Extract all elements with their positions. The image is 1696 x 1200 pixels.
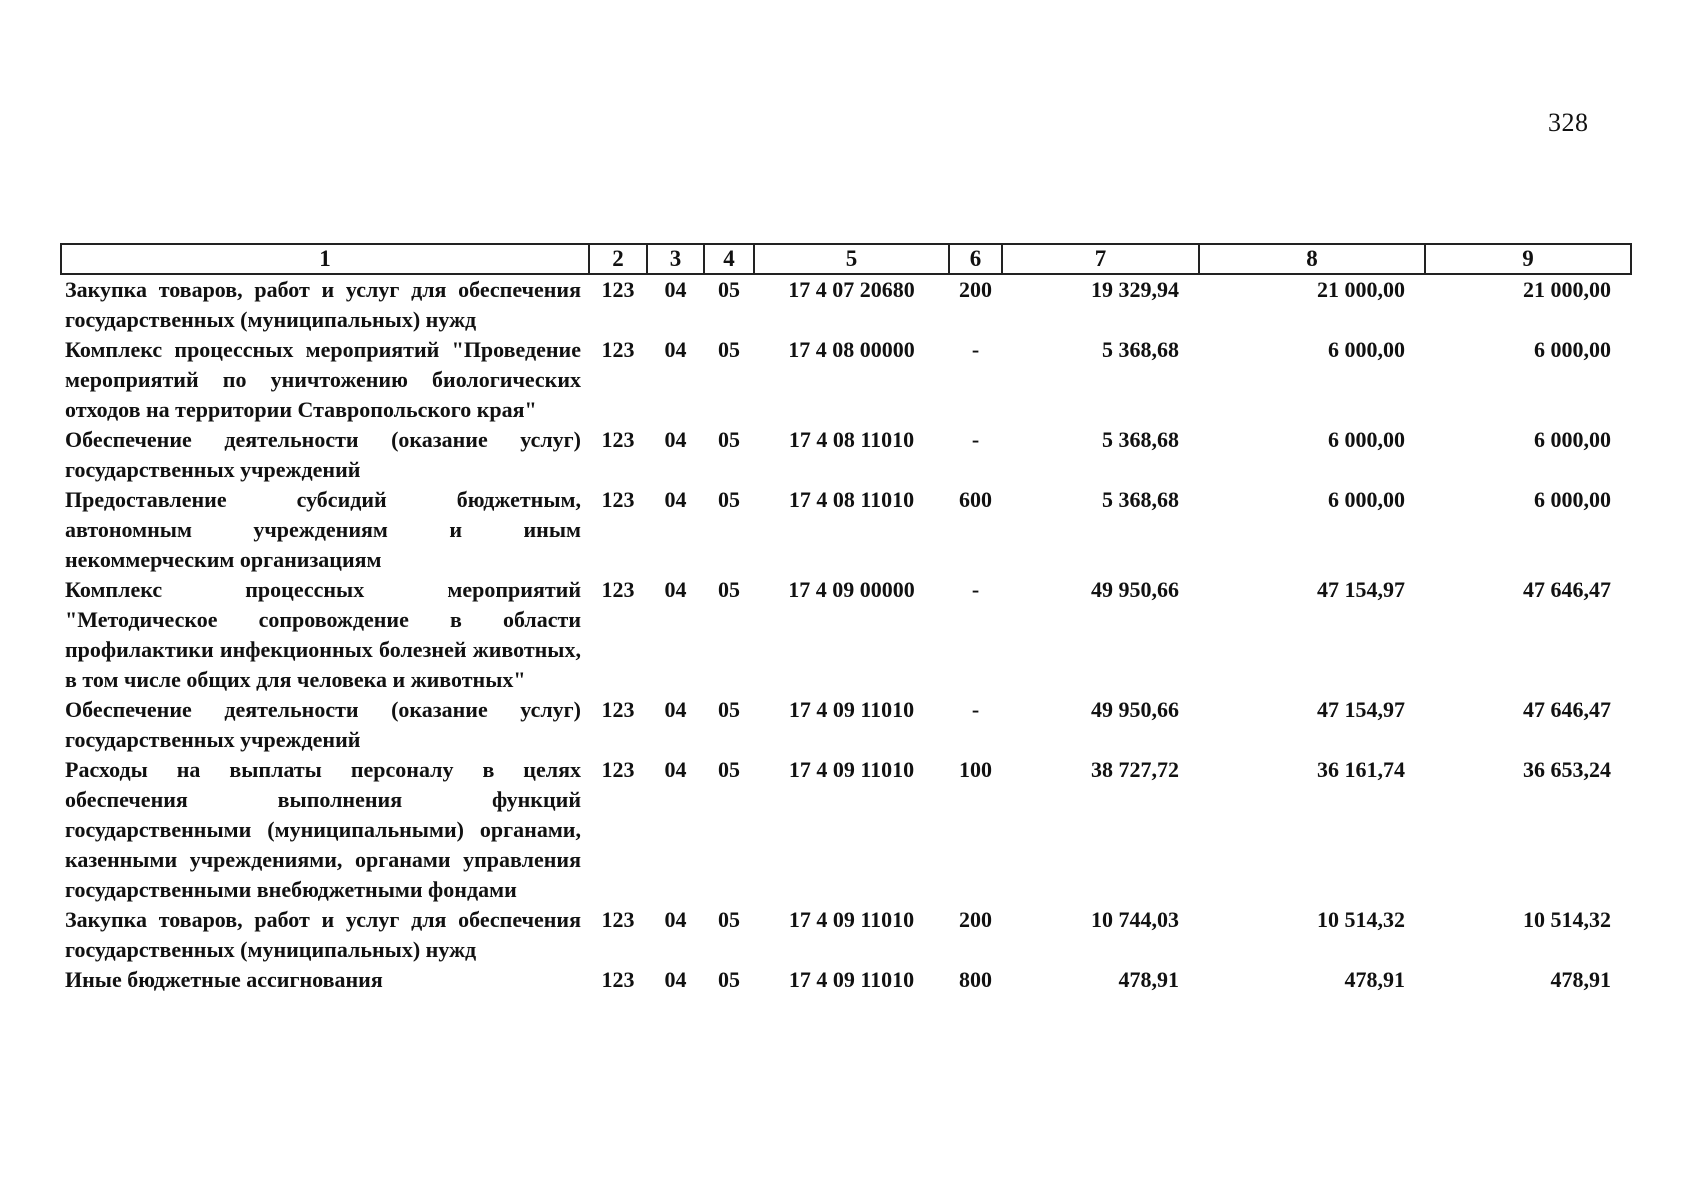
- row-value-cell: 5 368,68: [1102, 337, 1179, 362]
- row-subsection-cell: 05: [718, 757, 740, 782]
- row-subsection-cell: 05: [718, 907, 740, 932]
- row-section-cell: 04: [664, 337, 687, 362]
- row-type-cell: 100: [959, 757, 992, 782]
- row-name-cell: Обеспечение деятельности (оказание услуг) государственных учреждений: [65, 427, 581, 482]
- row-subsection-cell: 05: [718, 697, 740, 722]
- row-value-cell: 21 000,00: [1317, 277, 1405, 302]
- row-target-cell: 17 4 09 00000: [788, 577, 915, 602]
- column-header: 7: [1002, 244, 1199, 274]
- row-name-cell: Расходы на выплаты персоналу в целях обеспечения выполнения функций государственными (муниципальными) органами, казенными учреждениями, органами управления государственными внебюджетными фондами: [65, 757, 581, 902]
- row-type-cell: 600: [959, 487, 992, 512]
- row-value-cell: 10 514,32: [1317, 907, 1405, 932]
- row-target-cell: 17 4 08 11010: [788, 427, 915, 452]
- row-code-cell: 123: [601, 967, 635, 992]
- table-row: [61, 575, 1631, 695]
- row-name-cell: Закупка товаров, работ и услуг для обеспечения государственных (муниципальных) нужд: [65, 907, 581, 962]
- row-section-cell: 04: [664, 907, 687, 932]
- row-value-cell: 47 154,97: [1317, 577, 1405, 602]
- row-value-cell: 47 154,97: [1317, 697, 1405, 722]
- row-value-cell: 19 329,94: [1091, 277, 1179, 302]
- row-name-cell: Предоставление субсидий бюджетным, автономным учреждениям и иным некоммерческим организациям: [65, 487, 581, 572]
- header-row: [61, 244, 1631, 274]
- row-value-cell: 5 368,68: [1102, 487, 1179, 512]
- row-type-cell: -: [971, 697, 980, 722]
- row-section-cell: 04: [664, 697, 687, 722]
- column-header: 5: [754, 244, 949, 274]
- row-target-cell: 17 4 09 11010: [788, 907, 915, 932]
- row-subsection-cell: 05: [718, 967, 740, 992]
- column-header: 4: [704, 244, 754, 274]
- row-target-cell: 17 4 09 11010: [788, 967, 915, 992]
- budget-table: [60, 243, 1632, 995]
- row-value-cell: 47 646,47: [1523, 697, 1611, 722]
- row-subsection-cell: 05: [718, 487, 740, 512]
- column-header: 3: [647, 244, 704, 274]
- row-section-cell: 04: [664, 577, 687, 602]
- row-type-cell: 200: [959, 907, 992, 932]
- column-header: 9: [1425, 244, 1631, 274]
- row-code-cell: 123: [601, 487, 635, 512]
- row-value-cell: 6 000,00: [1328, 337, 1405, 362]
- row-target-cell: 17 4 08 11010: [788, 487, 915, 512]
- row-value-cell: 6 000,00: [1534, 337, 1611, 362]
- row-value-cell: 10 744,03: [1091, 907, 1179, 932]
- row-code-cell: 123: [601, 757, 635, 782]
- row-value-cell: 38 727,72: [1091, 757, 1179, 782]
- table-row: [61, 905, 1631, 965]
- row-value-cell: 5 368,68: [1102, 427, 1179, 452]
- row-value-cell: 36 161,74: [1317, 757, 1405, 782]
- row-code-cell: 123: [601, 577, 635, 602]
- row-type-cell: 200: [959, 277, 992, 302]
- row-target-cell: 17 4 07 20680: [788, 277, 915, 302]
- row-type-cell: 800: [959, 967, 992, 992]
- row-value-cell: 49 950,66: [1091, 577, 1179, 602]
- row-name-cell: Обеспечение деятельности (оказание услуг) государственных учреждений: [65, 697, 581, 752]
- row-value-cell: 6 000,00: [1328, 427, 1405, 452]
- row-name-cell: Иные бюджетные ассигнования: [65, 967, 383, 992]
- row-section-cell: 04: [664, 487, 687, 512]
- row-value-cell: 6 000,00: [1534, 487, 1611, 512]
- row-code-cell: 123: [601, 907, 635, 932]
- row-section-cell: 04: [664, 757, 687, 782]
- row-value-cell: 49 950,66: [1091, 697, 1179, 722]
- row-value-cell: 6 000,00: [1328, 487, 1405, 512]
- table-row: [61, 755, 1631, 905]
- row-target-cell: 17 4 08 00000: [788, 337, 915, 362]
- row-code-cell: 123: [601, 697, 635, 722]
- column-header: 1: [61, 244, 589, 274]
- page-number: 328: [1548, 108, 1589, 137]
- table-row: [61, 425, 1631, 485]
- row-name-cell: Закупка товаров, работ и услуг для обеспечения государственных (муниципальных) нужд: [65, 277, 581, 332]
- row-value-cell: 478,91: [1550, 967, 1611, 992]
- row-value-cell: 10 514,32: [1523, 907, 1611, 932]
- row-subsection-cell: 05: [718, 277, 740, 302]
- row-subsection-cell: 05: [718, 427, 740, 452]
- row-target-cell: 17 4 09 11010: [788, 757, 915, 782]
- row-section-cell: 04: [664, 427, 687, 452]
- row-type-cell: -: [971, 427, 980, 452]
- table-row: [61, 965, 1631, 995]
- row-section-cell: 04: [664, 277, 687, 302]
- row-value-cell: 36 653,24: [1523, 757, 1611, 782]
- row-type-cell: -: [971, 337, 980, 362]
- row-code-cell: 123: [601, 337, 635, 362]
- row-section-cell: 04: [664, 967, 687, 992]
- table-row: [61, 274, 1631, 335]
- row-code-cell: 123: [601, 277, 635, 302]
- table-header: [61, 244, 1631, 274]
- row-code-cell: 123: [601, 427, 635, 452]
- table-row: [61, 695, 1631, 755]
- row-type-cell: -: [971, 577, 980, 602]
- column-header: 2: [589, 244, 647, 274]
- row-name-cell: Комплекс процессных мероприятий "Методическое сопровождение в области профилактики инфекционных болезней животных, в том числе общих для человека и животных": [65, 577, 581, 692]
- row-target-cell: 17 4 09 11010: [788, 697, 915, 722]
- row-value-cell: 6 000,00: [1534, 427, 1611, 452]
- column-header: 6: [949, 244, 1002, 274]
- table-row: [61, 485, 1631, 575]
- row-value-cell: 21 000,00: [1523, 277, 1611, 302]
- table-row: [61, 335, 1631, 425]
- row-value-cell: 478,91: [1344, 967, 1405, 992]
- column-header: 8: [1199, 244, 1425, 274]
- table-body: [61, 274, 1631, 995]
- row-subsection-cell: 05: [718, 337, 740, 362]
- row-name-cell: Комплекс процессных мероприятий "Проведение мероприятий по уничтожению биологических отходов на территории Ставропольского края": [65, 337, 581, 422]
- row-value-cell: 478,91: [1118, 967, 1179, 992]
- row-value-cell: 47 646,47: [1523, 577, 1611, 602]
- row-subsection-cell: 05: [718, 577, 740, 602]
